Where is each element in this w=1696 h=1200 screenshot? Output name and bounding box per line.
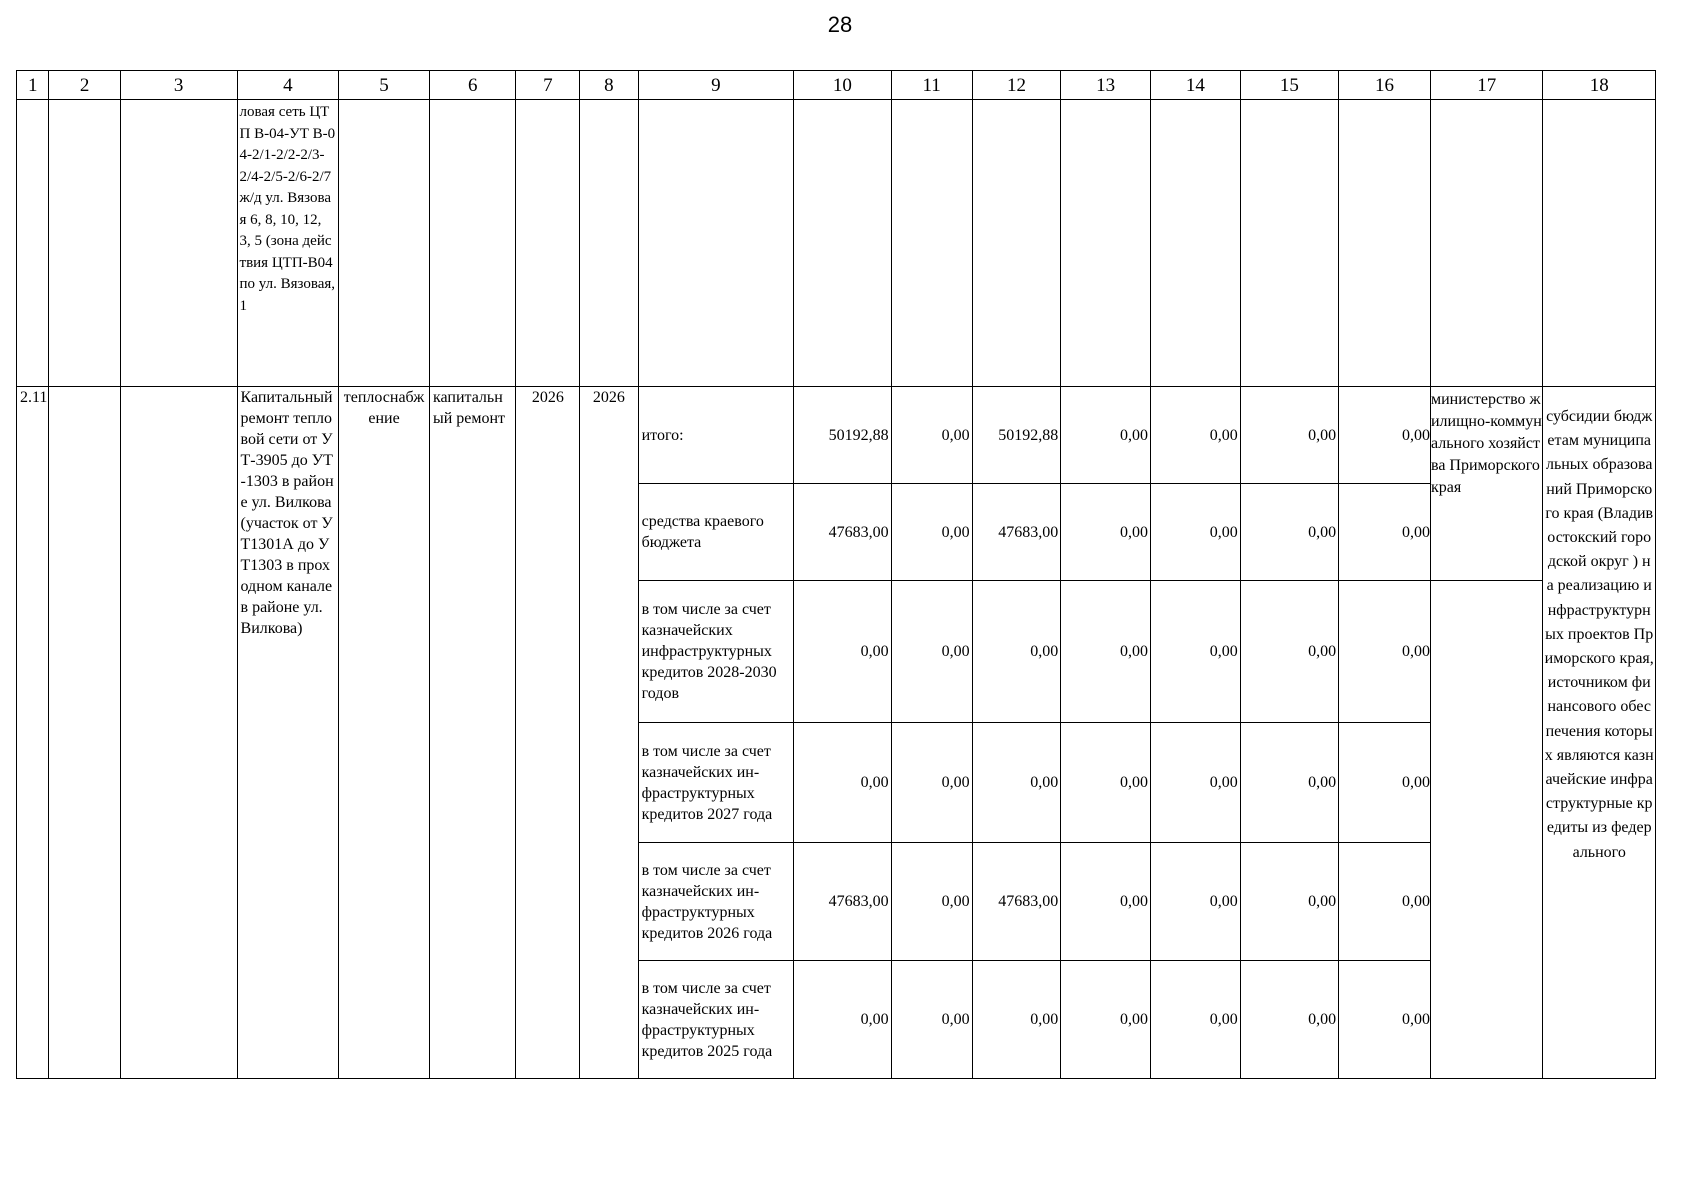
header-row xyxy=(17,71,1656,100)
column-header: 15 xyxy=(1240,71,1338,100)
value-cell: 0,00 xyxy=(1339,843,1431,961)
item-number: 2.11 xyxy=(17,387,49,1079)
start-year: 2026 xyxy=(516,387,580,1079)
value-cell: 0,00 xyxy=(1151,581,1241,723)
value-cell: 0,00 xyxy=(1339,484,1431,581)
funding-source: итого: xyxy=(638,387,794,484)
work-type: капитальный ремонт xyxy=(429,387,515,1079)
value-cell: 0,00 xyxy=(1339,961,1431,1079)
value-cell: 47683,00 xyxy=(794,484,891,581)
value-cell: 0,00 xyxy=(1339,387,1431,484)
column-header: 7 xyxy=(516,71,580,100)
funding-source: в том числе за счет казначейских ин-фраструктурных кредитов 2026 года xyxy=(638,843,794,961)
value-cell: 0,00 xyxy=(1339,723,1431,843)
value-cell: 47683,00 xyxy=(972,843,1061,961)
value-cell: 0,00 xyxy=(891,387,972,484)
column-header: 13 xyxy=(1061,71,1151,100)
column-header: 18 xyxy=(1543,71,1656,100)
value-cell: 0,00 xyxy=(1151,961,1241,1079)
value-cell: 0,00 xyxy=(972,581,1061,723)
value-cell: 0,00 xyxy=(972,723,1061,843)
value-cell: 50192,88 xyxy=(794,387,891,484)
column-header: 9 xyxy=(638,71,794,100)
continued-object-name: ловая сеть ЦТП В-04-УТ В-04-2/1-2/2-2/3-2/4-2/5-2/6-2/7 ж/д ул. Вязовая 6, 8, 10, 12, 3, 5 (зона действия ЦТП-В04 по ул. Вязовая, 1 xyxy=(237,100,339,387)
responsible-body: министерство жилищно-коммунального хозяйства Приморского края xyxy=(1430,387,1542,581)
value-cell: 0,00 xyxy=(1339,581,1431,723)
funding-source: в том числе за счет казначейских ин-фраструктурных кредитов 2027 года xyxy=(638,723,794,843)
column-header: 16 xyxy=(1339,71,1431,100)
value-cell: 0,00 xyxy=(1061,387,1151,484)
value-cell: 47683,00 xyxy=(972,484,1061,581)
funding-source: в том числе за счет казначейских ин-фраструктурных кредитов 2025 года xyxy=(638,961,794,1079)
value-cell: 0,00 xyxy=(1240,387,1338,484)
value-cell: 0,00 xyxy=(1061,581,1151,723)
funding-note: субсидии бюджетам муниципальных образований Приморского края (Владивостокский городской округ ) на реализацию инфраструктурных проектов Приморского края, источником финансового обеспечения которых являются казначейские инфраструктурные кредиты из федерального xyxy=(1543,387,1656,1079)
value-cell: 0,00 xyxy=(1240,484,1338,581)
value-cell: 0,00 xyxy=(891,843,972,961)
value-cell: 0,00 xyxy=(891,723,972,843)
column-header: 3 xyxy=(120,71,237,100)
column-header: 17 xyxy=(1430,71,1542,100)
value-cell: 0,00 xyxy=(1061,961,1151,1079)
column-header: 14 xyxy=(1151,71,1241,100)
value-cell: 0,00 xyxy=(1061,723,1151,843)
value-cell: 0,00 xyxy=(794,723,891,843)
object-name: Капитальный ремонт тепловой сети от УТ-3905 до УТ-1303 в районе ул. Вилкова (участок от УТ1301А до УТ1303 в проходном канале в районе ул. Вилкова) xyxy=(237,387,339,1079)
column-header: 10 xyxy=(794,71,891,100)
value-cell: 0,00 xyxy=(1240,581,1338,723)
sector: теплоснабжение xyxy=(339,387,430,1079)
column-header: 8 xyxy=(580,71,638,100)
page-number: 28 xyxy=(827,12,853,37)
column-header: 4 xyxy=(237,71,339,100)
value-cell: 0,00 xyxy=(891,581,972,723)
table-row xyxy=(17,387,1656,484)
value-cell: 47683,00 xyxy=(794,843,891,961)
value-cell: 0,00 xyxy=(794,961,891,1079)
value-cell: 0,00 xyxy=(794,581,891,723)
column-header: 11 xyxy=(891,71,972,100)
funding-source: средства краевого бюджета xyxy=(638,484,794,581)
column-header: 1 xyxy=(17,71,49,100)
value-cell: 0,00 xyxy=(1151,723,1241,843)
continued-row xyxy=(17,100,1656,387)
column-header: 12 xyxy=(972,71,1061,100)
column-header: 5 xyxy=(339,71,430,100)
value-cell: 0,00 xyxy=(1151,484,1241,581)
value-cell: 0,00 xyxy=(1151,843,1241,961)
value-cell: 0,00 xyxy=(1240,961,1338,1079)
value-cell: 0,00 xyxy=(972,961,1061,1079)
value-cell: 0,00 xyxy=(1151,387,1241,484)
column-header: 6 xyxy=(429,71,515,100)
column-header: 2 xyxy=(49,71,120,100)
value-cell: 0,00 xyxy=(891,961,972,1079)
budget-table xyxy=(16,70,1656,1079)
value-cell: 0,00 xyxy=(1240,843,1338,961)
value-cell: 0,00 xyxy=(891,484,972,581)
end-year: 2026 xyxy=(580,387,638,1079)
funding-source: в том числе за счет казначейских инфраструктурных кредитов 2028-2030 годов xyxy=(638,581,794,723)
value-cell: 0,00 xyxy=(1061,843,1151,961)
value-cell: 0,00 xyxy=(1240,723,1338,843)
value-cell: 0,00 xyxy=(1061,484,1151,581)
value-cell: 50192,88 xyxy=(972,387,1061,484)
